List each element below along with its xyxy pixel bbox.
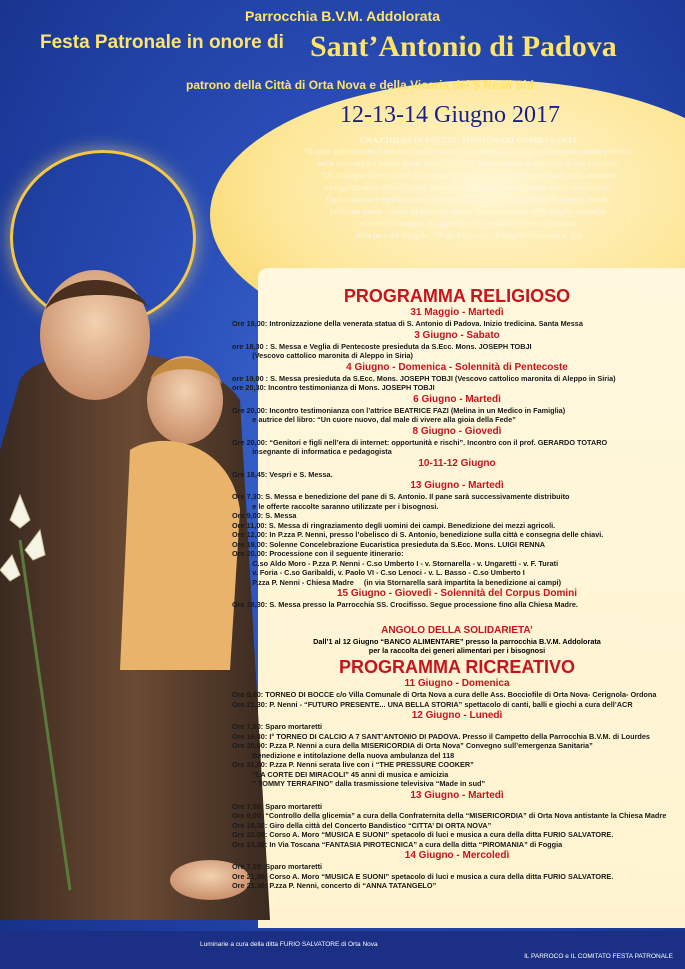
- saint-statue-image: [0, 250, 270, 920]
- ricreativo-list: [232, 677, 682, 891]
- program-entry: v. Foria - C.so Garibaldi, v. Paolo VI - C.so Lenoci - v. L. Basso - C.so Umberto I: [232, 568, 525, 577]
- program-day-heading: 12 Giugno - Lunedì: [411, 710, 503, 721]
- program-entry: (Vescovo cattolico maronita di Aleppo in Siria): [232, 351, 413, 360]
- solidarieta-block: [232, 624, 682, 655]
- program-entry: P.zza P. Nenni - Chiesa Madre (in via Stornarella sarà impartita la benedizione ai campi): [232, 577, 562, 587]
- quote-line: però tutti siamo invitati ad accettare questa chiamata: uscire dalla propria comodità: [330, 207, 606, 216]
- solidarieta-line-2: per la raccolta dei generi alimentari per i bisognosi: [368, 646, 546, 655]
- program-entry: Ore 12,00: In P.zza P. Nenni, presso l’obelisco di S. Antonio, benedizione sulla città e consegna delle chiavi.: [232, 530, 604, 539]
- program-entry: ore 20,30: Incontro testimonianza di Mons. JOSEPH TOBJI: [232, 383, 435, 392]
- program-entry: Ore 21,00: Corso A. Moro “MUSICA E SUONI” spetacolo di luci e musica a cura della ditta FURIO SALVATORE.: [232, 871, 614, 881]
- program-entry: e le offerte raccolte saranno utilizzate per i bisognosi.: [232, 501, 439, 511]
- program-entry: Ore 23,30: In Via Toscana “FANTASIA PIROTECNICA” a cura della ditta “PIROMANIA” di Foggia: [232, 839, 563, 849]
- program-entry: “LA CORTE DEI MIRACOLI” 45 anni di musica e amicizia: [232, 769, 449, 779]
- saint-name-title: Sant’Antonio di Padova: [310, 30, 617, 63]
- quote-line: Ogni cristiano e ogni comunità discernerà quale sia il cammino che il Signore chiede,: [326, 195, 610, 204]
- program-entry: Ore 21,30: P. Nenni - “FUTURO PRESENTE... UNA BELLA STORIA” spettacolo di canti, balli e giochi a cura dell’ACR: [232, 699, 633, 709]
- program-day-heading: 13 Giugno - Martedì: [410, 789, 504, 801]
- program-entry: Ore 22,00: Corso A. Moro “MUSICA E SUONI” spetacolo di luci e musica a cura della ditta FURIO SALVATORE.: [232, 830, 614, 839]
- program-entry: Ore 19,00: Intronizzazione della venerata statua di S. Antonio di Padova. Inizio tredicina. Santa Messa: [232, 319, 583, 328]
- programma-ricreativo: [232, 657, 682, 891]
- program-day-heading: 10-11-12 Giugno: [418, 457, 496, 469]
- quote-line: nella intensità del nostro amore attivo” (LG51), che si traduce in impegno di vita cristiana.: [317, 159, 619, 168]
- programma-religioso: [232, 286, 682, 610]
- program-entry: Ore 18,30: S. Messa presso la Parrocchia SS. Crocifisso. Segue processione fino alla Chiesa Madre.: [232, 600, 578, 609]
- program-entry: Ore 18,45: Vespri e S. Messa.: [232, 469, 333, 479]
- program-entry: Ore 20,00: Processione con il seguente itinerario:: [232, 549, 404, 558]
- program-entry: ore 19,00 : S. Messa presieduta da S.Ecc. Mons. JOSEPH TOBJI (Vescovo cattolico maronita di Aleppo in Siria): [232, 373, 616, 383]
- quote-heading: UNA CHIESA IN USCITA: MISSIONARI COME I SANTI: [359, 135, 577, 145]
- program-entry: Ore 19,00: Solenne Concelebrazione Eucaristica presieduta da S.Ecc. Mons. LUIGI RENNA: [232, 539, 546, 549]
- ricreativo-title: PROGRAMMA RICREATIVO: [339, 657, 575, 677]
- program-day-heading: 13 Giugno - Martedì: [410, 480, 504, 491]
- solidarieta-title: ANGOLO DELLA SOLIDARIETA’: [381, 625, 533, 636]
- program-entry: Benedizione e intitolazione della nuova ambulanza del 118: [232, 750, 455, 760]
- religioso-list: [232, 306, 682, 610]
- program-entry: Ore 11,00: S. Messa di ringraziamento degli uomini dei campi. Benedizione dei mezzi agricoli.: [232, 520, 556, 530]
- program-day-heading: 14 Giugno - Mercoledì: [404, 850, 510, 861]
- pope-quote: [268, 134, 668, 242]
- signature: IL PARROCO e IL COMITATO FESTA PATRONALE: [524, 953, 673, 960]
- luminarie-credit: Luminarie a cura della ditta FURIO SALVATORE di Orta Nova: [200, 941, 378, 948]
- parish-name: Parrocchia B.V.M. Addolorata: [244, 8, 440, 24]
- quote-line: “Il culto autentico dei Santi non consiste tanto nella molteplicità degli atti esteriori quanto piuttosto: [303, 147, 633, 156]
- program-day-heading: 6 Giugno - Martedì: [413, 393, 501, 405]
- program-day-heading: 31 Maggio - Martedì: [410, 307, 504, 318]
- quote-line: della luce del Vangelo.” (Papa Francesco, Evangelii Gaudium n. 20): [354, 231, 582, 240]
- quote-line: “Un impegno che ci chiede di accettare gli scenari e le sfide sempre nuovi della missione: [320, 171, 616, 180]
- quote-line: ed avere il coraggio di raggiungere le periferie che hanno bisogno: [358, 219, 578, 228]
- program-entry: insegnante di informatica e pedagogista: [232, 447, 392, 456]
- program-entry: e autrice del libro: “Un cuore nuovo, dal male di vivere alla gioia della Fede”: [232, 415, 516, 424]
- program-entry: Ore 21,30: P.zza P. Nenni, concerto di “ANNA TATANGELO”: [232, 881, 437, 890]
- program-entry: Ore 9,00: S. Messa: [232, 511, 297, 520]
- program-day-heading: 8 Giugno - Giovedì: [412, 425, 502, 437]
- program-entry: Ore 20,00: “Genitori e figli nell’era di internet: opportunità e rischi”. Incontro con il prof. GERARDO TOTARO: [232, 437, 608, 447]
- program-entry: Ore 9,00: “Controllo della glicemia” a cura della Confraternita della “MISERICORDIA” di Orta Nova antistante la Chiesa Madre: [232, 811, 667, 820]
- program-entry: Ore 16,30: I° TORNEO DI CALCIO A 7 SANT’ANTONIO DI PADOVA. Presso il Campetto della Parrocchia B.V.M. di Lourdes: [232, 731, 650, 741]
- program-entry: Ore 19,30: Giro della città del Concerto Bandistico “CITTA’ DI ORTA NOVA”: [232, 820, 492, 830]
- program-day-heading: 4 Giugno - Domenica - Solennità di Pentecoste: [346, 361, 568, 373]
- program-entry: C.so Aldo Moro - P.zza P. Nenni - C.so Umberto I - v. Stornarella - v. Ungaretti - v. F. Turati: [232, 558, 559, 568]
- program-entry: Ore 7,00: Sparo mortaretti: [232, 722, 323, 731]
- program-entry: Ore 7,00: Sparo mortaretti: [232, 801, 323, 811]
- program-entry: Ore 9,00: TORNEO DI BOCCE c/o Villa Comunale di Orta Nova a cura delle Ass. Bocciofile di Orta Nova- Cerignola- Ordona: [232, 690, 657, 699]
- festa-heading: Festa Patronale in onore di: [40, 32, 284, 53]
- program-entry: “ TOMMY TERRAFINO” dalla trasmissione televisiva “Made in sud”: [232, 779, 486, 788]
- program-day-heading: 11 Giugno - Domenica: [404, 678, 510, 689]
- program-entry: Ore 7,00: Sparo mortaretti: [232, 862, 323, 871]
- program-entry: Ore 7,30: S. Messa e benedizione del pane di S. Antonio. Il pane sarà successivamente distribuito: [232, 492, 570, 501]
- program-entry: ore 18,30 : S. Messa e Veglia di Pentecoste presieduta da S.Ecc. Mons. JOSEPH TOBJI: [232, 341, 532, 351]
- footer-bar: [0, 931, 685, 969]
- program-day-heading: 15 Giugno - Giovedì - Solennità del Corpus Domini: [336, 588, 577, 599]
- quote-line: evangelizzatrice della Chiesa... tutti siamo chiamati a questa nuova uscita missionaria.: [324, 183, 612, 192]
- program-entry: Ore 21,00: P.zza P. Nenni serata live con i “THE PRESSURE COOKER”: [232, 760, 474, 769]
- festival-dates: 12-13-14 Giugno 2017: [340, 102, 560, 128]
- program-entry: Ore 20,00: Incontro testimonianza con l’attrice BEATRICE FAZI (Melina in un Medico in Famiglia): [232, 405, 566, 415]
- program-day-heading: 3 Giugno - Sabato: [414, 329, 500, 341]
- religioso-title: PROGRAMMA RELIGIOSO: [343, 286, 571, 306]
- patron-subtitle: patrono della Città di Orta Nova e della Vicaria dei 5 Reali Siti: [186, 78, 534, 92]
- program-entry: Ore 20,00: P.zza P. Nenni a cura della MISERICORDIA di Orta Nova” Convegno sull’emergenza Sanitaria”: [232, 741, 593, 750]
- quote-lines: [268, 146, 668, 242]
- solidarieta-line-1: Dall’1 al 12 Giugno “BANCO ALIMENTARE” presso la parrocchia B.V.M. Addolorata: [313, 637, 601, 646]
